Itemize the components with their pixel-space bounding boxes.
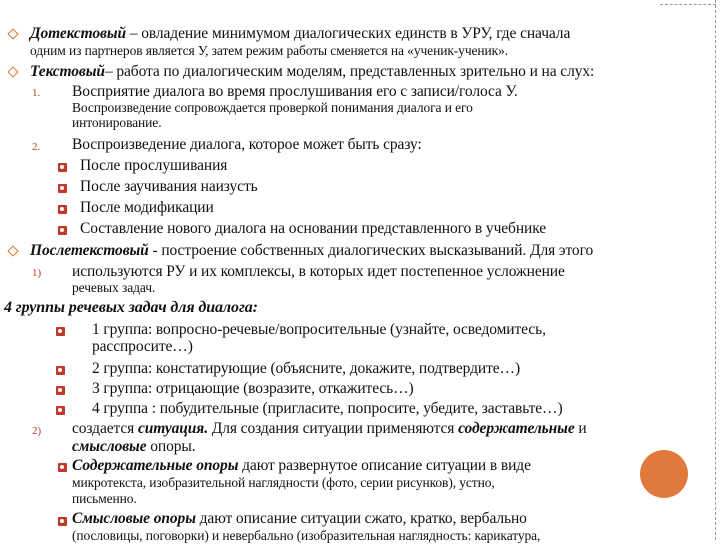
square-bullet-icon (56, 406, 65, 415)
text-sub1-line-1 (72, 83, 518, 101)
situation-line-1 (72, 420, 587, 438)
text-sub1-line-2 (72, 100, 473, 116)
posttext-sub1-text-1: используются РУ и их комплексы, в которых идет постепенное усложнение (72, 263, 565, 280)
group-bullet-1 (92, 321, 546, 339)
square-bullet-icon (56, 366, 65, 375)
list-number: 2) (32, 425, 42, 437)
bullet2-rest: дают описание ситуации сжато, кратко, вербально (195, 510, 527, 527)
square-bullet-icon (58, 463, 67, 472)
posttext-rest: - построение собственных диалогических высказываний. Для этого (148, 242, 594, 259)
diamond-bullet-icon (7, 28, 18, 39)
group-text: 2 группа: констатирующие (объясните, докажите, подтвердите…) (92, 360, 521, 377)
bullet-text: После модификации (80, 199, 214, 216)
pretext-text-2: одним из партнеров является У, затем режим работы сменяется на «ученик-ученик». (30, 43, 509, 58)
posttext-sub1-line-2 (72, 280, 155, 296)
square-bullet-icon (58, 163, 67, 172)
pretext-line-1 (30, 25, 570, 43)
bullet-text: После прослушивания (80, 157, 228, 174)
situation-bullet-2 (72, 510, 527, 528)
group-bullet-4 (92, 400, 563, 418)
list-number: 2. (32, 141, 41, 153)
group-text: 4 группа : побудительные (пригласите, попросите, убедите, заставьте…) (92, 400, 563, 417)
bullet2-term: Смысловые опоры (72, 510, 196, 527)
situation-and: и (574, 420, 587, 437)
square-bullet-icon (58, 205, 67, 214)
text-sub1-line-3 (72, 115, 161, 131)
text-sub2-bullet (80, 220, 546, 238)
diamond-bullet-icon (7, 66, 18, 77)
pretext-term: Дотекстовый (30, 25, 127, 42)
text-sub2-text-1: Воспроизведение диалога, которое может быть сразу: (72, 136, 422, 153)
situation-semantic-term: смысловые (72, 438, 147, 455)
text-sub2-bullet (80, 178, 258, 196)
text-sub2-bullet (80, 157, 227, 175)
bullet-text: Составление нового диалога на основании представленного в учебнике (80, 220, 547, 237)
bullet1-line3: письменно. (72, 491, 137, 506)
situation-pre: создается (72, 420, 138, 437)
group-text: 3 группа: отрицающие (возразите, откажитесь…) (92, 380, 414, 397)
situation-bullet-2-line-2 (72, 528, 540, 544)
bullet-text: После заучивания наизусть (80, 178, 258, 195)
text-term: Текстовый (30, 63, 105, 80)
situation-bullet-1-line-3 (72, 491, 137, 507)
list-number: 1) (32, 267, 42, 279)
square-bullet-icon (56, 327, 65, 336)
text-sub1-text-1: Восприятие диалога во время прослушивания его с записи/голоса У. (72, 83, 518, 100)
text-sub1-text-3: интонирование. (72, 115, 162, 130)
bullet1-term: Содержательные опоры (72, 457, 239, 474)
bullet1-line2: микротекста, изобразительной наглядности (фото, серии рисунков), устно, (72, 475, 495, 490)
square-bullet-icon (56, 386, 65, 395)
diamond-bullet-icon (7, 245, 18, 256)
text-sub1-text-2: Воспроизведение сопровождается проверкой понимания диалога и его (72, 100, 473, 115)
text-rest: – работа по диалогическим моделям, представленных зрительно и на слух: (104, 63, 595, 80)
posttext-line-1 (30, 242, 593, 260)
posttext-sub1-text-2: речевых задач. (72, 280, 156, 295)
text-sub2-bullet (80, 199, 214, 217)
pretext-text-1: – овладение минимумом диалогических единств в УРУ, где сначала (126, 25, 571, 42)
posttext-term: Послетекстовый (30, 242, 149, 259)
bullet2-line2: (пословицы, поговорки) и невербально (изобразительная наглядность: карикатура, (72, 528, 541, 543)
situation-bullet-1 (72, 457, 531, 475)
group-bullet-3 (92, 380, 414, 398)
group-text: 1 группа: вопросно-речевые/вопросительные (узнайте, осведомитесь, (92, 321, 546, 338)
situation-content-term: содержательные (458, 420, 575, 437)
situation-line2-rest: опоры. (146, 438, 196, 455)
square-bullet-icon (58, 184, 67, 193)
slide-border-right (715, 0, 716, 540)
situation-term: ситуация. (137, 420, 208, 437)
group-text: расспросите…) (92, 338, 193, 355)
square-bullet-icon (58, 517, 67, 526)
pretext-line-2 (30, 43, 508, 59)
orange-circle-decoration (640, 450, 688, 498)
group-bullet-2 (92, 360, 520, 378)
posttext-sub1-line-1 (72, 263, 565, 281)
text-line-1 (30, 63, 594, 81)
square-bullet-icon (58, 226, 67, 235)
situation-line-2 (72, 438, 196, 456)
situation-mid: Для создания ситуации применяются (207, 420, 459, 437)
text-sub2-line-1 (72, 136, 422, 154)
group-bullet-1-cont (92, 338, 193, 356)
situation-bullet-1-line-2 (72, 475, 495, 491)
groups-heading: 4 группы речевых задач для диалога: (4, 299, 258, 316)
bullet1-rest: дают развернутое описание ситуации в виде (238, 457, 531, 474)
list-number: 1. (32, 87, 41, 99)
